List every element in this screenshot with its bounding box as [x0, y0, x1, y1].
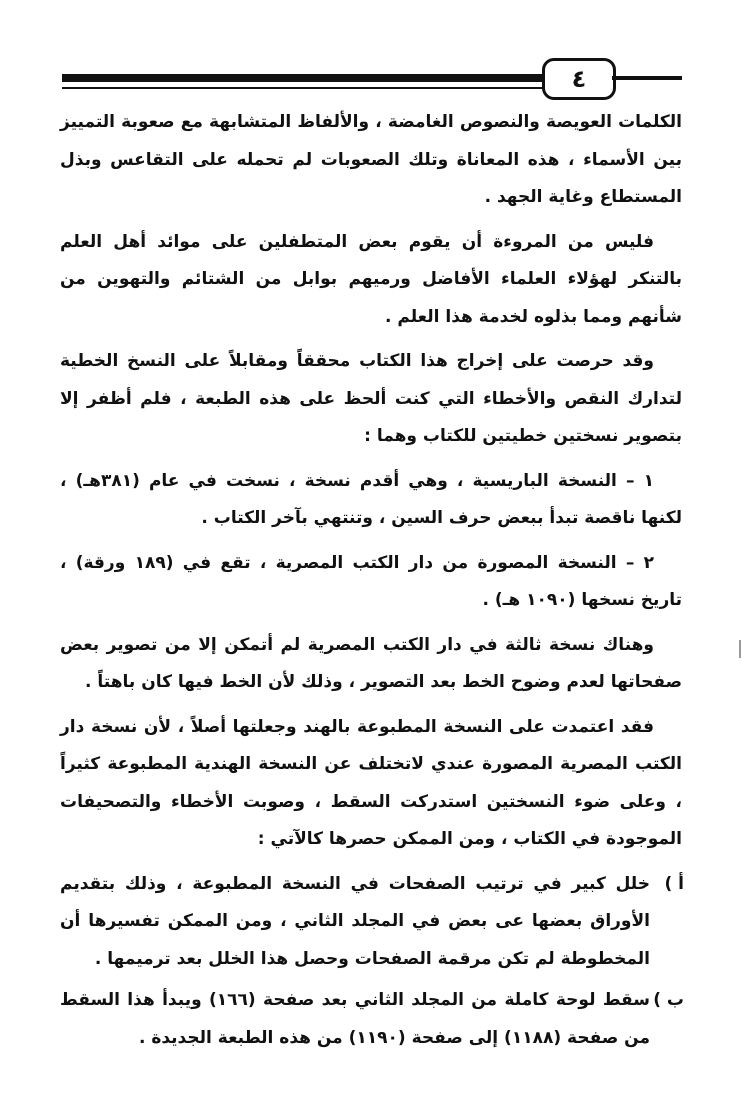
list-label-b: ب )	[653, 990, 684, 1010]
paragraph-continuation: الكلمات العويصة والنصوص الغامضة ، والألفاظ المتشابهة مع صعوبة التمييز بين الأسماء ، هذه المعاناة وتلك الصعوبات لم تحمله على التقاعس وبذل المستطاع وغاية الجهد .	[60, 112, 682, 207]
list-item-a	[60, 866, 682, 979]
paragraph-method: فقد اعتمدت على النسخة المطبوعة بالهند وجعلتها أصلاً ، لأن نسخة دار الكتب المصرية المصورة عندي لاتختلف عن النسخة الهندية المطبوعة كثيراً ، وعلى ضوء النسختين استدركت السقط ، وصوبت الأخطاء والتصحيفات الموجودة في الكتاب ، ومن الممكن حصرها كالآتي :	[60, 716, 682, 849]
page-number	[542, 58, 616, 100]
list-item-b	[60, 982, 682, 1057]
paragraph-criticism: فليس من المروءة أن يقوم بعض المتطفلين على موائد أهل العلم بالتنكر لهؤلاء العلماء الأفاضل ورميهم بوابل من الشتائم والتهوين من شأنهم ومما بذلوه لخدمة هذا العلم .	[60, 231, 682, 327]
header-rule-thick	[62, 74, 544, 82]
list-text-a: خلل كبير في ترتيب الصفحات في النسخة المطبوعة ، وذلك بتقديم الأوراق بعضها عى بعض في المجلد الثاني ، ومن الممكن تفسيرها أن المخطوطة لم تكن مرقمة الصفحات وحصل هذا الخلل بعد ترميمها .	[60, 873, 650, 969]
list-label-a: أ )	[664, 873, 684, 894]
page-number-text: ٤	[571, 65, 587, 93]
paragraph-third-copy: وهناك نسخة ثالثة في دار الكتب المصرية لم أتمكن إلا من تصوير بعض صفحاتها لعدم وضوح الخط بعد التصوير ، وذلك لأن الخط فيها كان باهتاً .	[60, 634, 682, 692]
paragraph-manuscripts-intro: وقد حرصت على إخراج هذا الكتاب محققاً ومقابلاً على النسخ الخطية لتدارك النقص والأخطاء التي كنت ألحظ على هذه الطبعة ، فلم أظفر إلا بتصوير نسختين خطيتين للكتاب وهما :	[60, 351, 682, 446]
margin-mark	[739, 640, 741, 658]
paragraph-paris-copy: ١ – النسخة الباريسية ، وهي أقدم نسخة ، نسخت في عام (٣٨١هـ) ، لكنها ناقصة تبدأ ببعض حرف السين ، وتنتهي بآخر الكتاب .	[60, 470, 682, 528]
page-header	[0, 0, 748, 110]
list-text-b: سقط لوحة كاملة من المجلد الثاني بعد صفحة (١٦٦) ويبدأ هذا السقط من صفحة (١١٨٨) إلى صفحة (١١٩٠) من هذه الطبعة الجديدة .	[60, 990, 650, 1048]
paragraph-egypt-copy: ٢ – النسخة المصورة من دار الكتب المصرية ، تقع في (١٨٩ ورقة) ، تاريخ نسخها (١٠٩٠ هـ) .	[60, 552, 682, 610]
header-rule-right	[612, 76, 682, 80]
header-rule-thin	[62, 87, 544, 89]
page-body	[60, 104, 682, 1061]
